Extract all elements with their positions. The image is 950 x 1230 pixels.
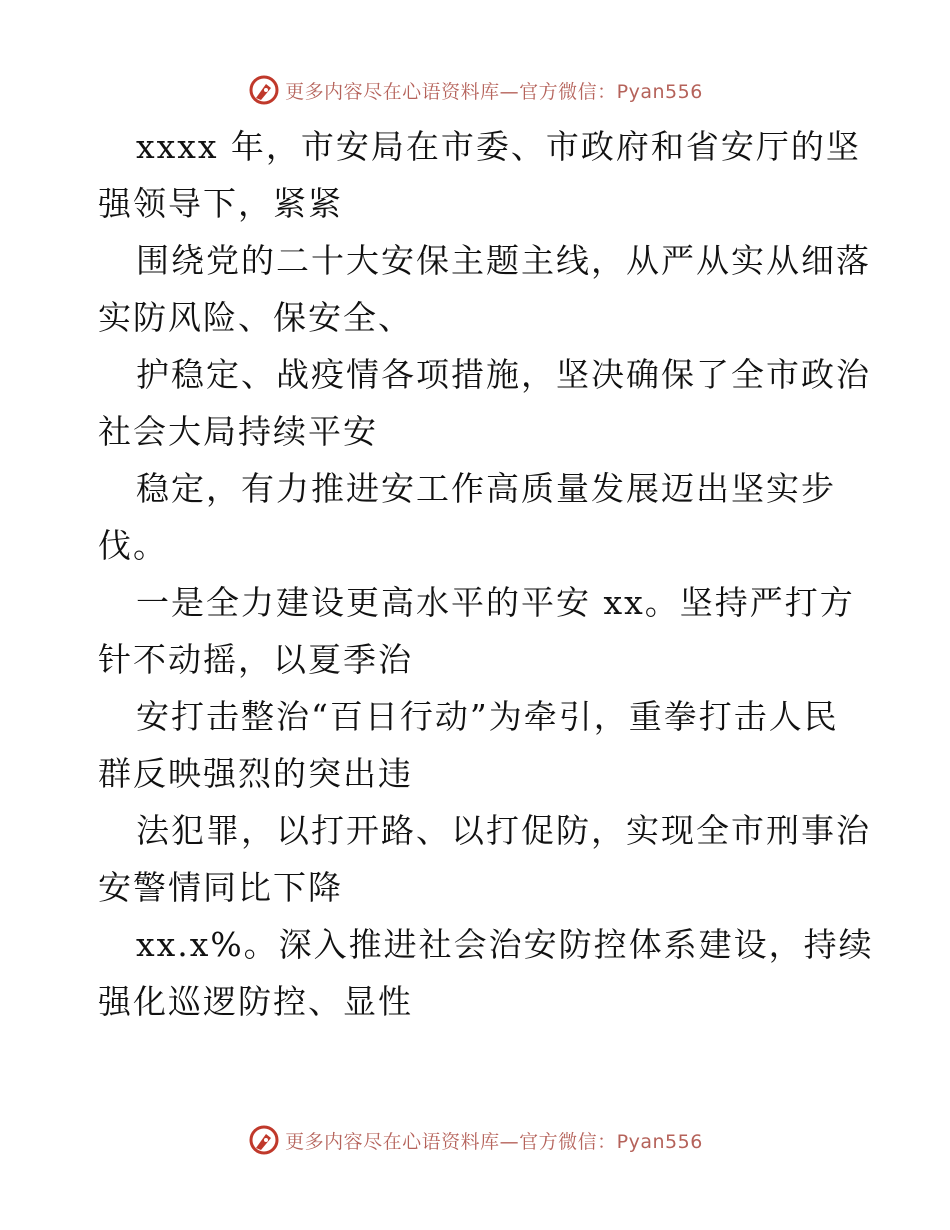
footer-watermark-text: 更多内容尽在心语资料库—官方微信：Pyan556 (285, 1130, 703, 1153)
text-line: xx.x%。深入推进社会治安防控体系建设，持续 (136, 925, 874, 964)
text-line: 伐。 (98, 526, 168, 565)
paragraph (98, 232, 871, 346)
footer-watermark (0, 1118, 950, 1162)
text-line: 护稳定、战疫情各项措施，坚决确保了全市政治 (136, 355, 871, 394)
paragraph (98, 346, 871, 460)
text-line: 实防风险、保安全、 (98, 298, 413, 337)
text-line: 针不动摇，以夏季治 (98, 640, 413, 679)
text-line: 强化巡逻防控、显性 (98, 982, 413, 1021)
paragraph (98, 118, 861, 232)
text-line: xxxx 年，市安局在市委、市政府和省安厅的坚 (136, 127, 861, 166)
text-line: 群反映强烈的突出违 (98, 754, 413, 793)
text-line: 围绕党的二十大安保主题主线，从严从实从细落 (136, 241, 871, 280)
text-line: 强领导下，紧紧 (98, 184, 343, 223)
paragraph (98, 688, 858, 802)
text-line: 一是全力建设更高水平的平安 xx。坚持严打方 (136, 583, 855, 622)
pen-nib-icon (247, 73, 281, 107)
text-line: 安警情同比下降 (98, 868, 343, 907)
text-line: 社会大局持续平安 (98, 412, 378, 451)
paragraph (98, 574, 858, 688)
paragraph (98, 916, 874, 1030)
text-line: 安打击整治“百日行动”为牵引，重拳打击人民 (136, 697, 839, 736)
header-watermark-text: 更多内容尽在心语资料库—官方微信：Pyan556 (285, 80, 703, 103)
text-line: 法犯罪，以打开路、以打促防，实现全市刑事治 (136, 811, 871, 850)
text-line: 稳定，有力推进安工作高质量发展迈出坚实步 (136, 469, 836, 508)
header-watermark (0, 68, 950, 112)
document-body (98, 118, 874, 1030)
pen-nib-icon (247, 1123, 281, 1157)
paragraph (98, 460, 858, 574)
paragraph (98, 802, 871, 916)
